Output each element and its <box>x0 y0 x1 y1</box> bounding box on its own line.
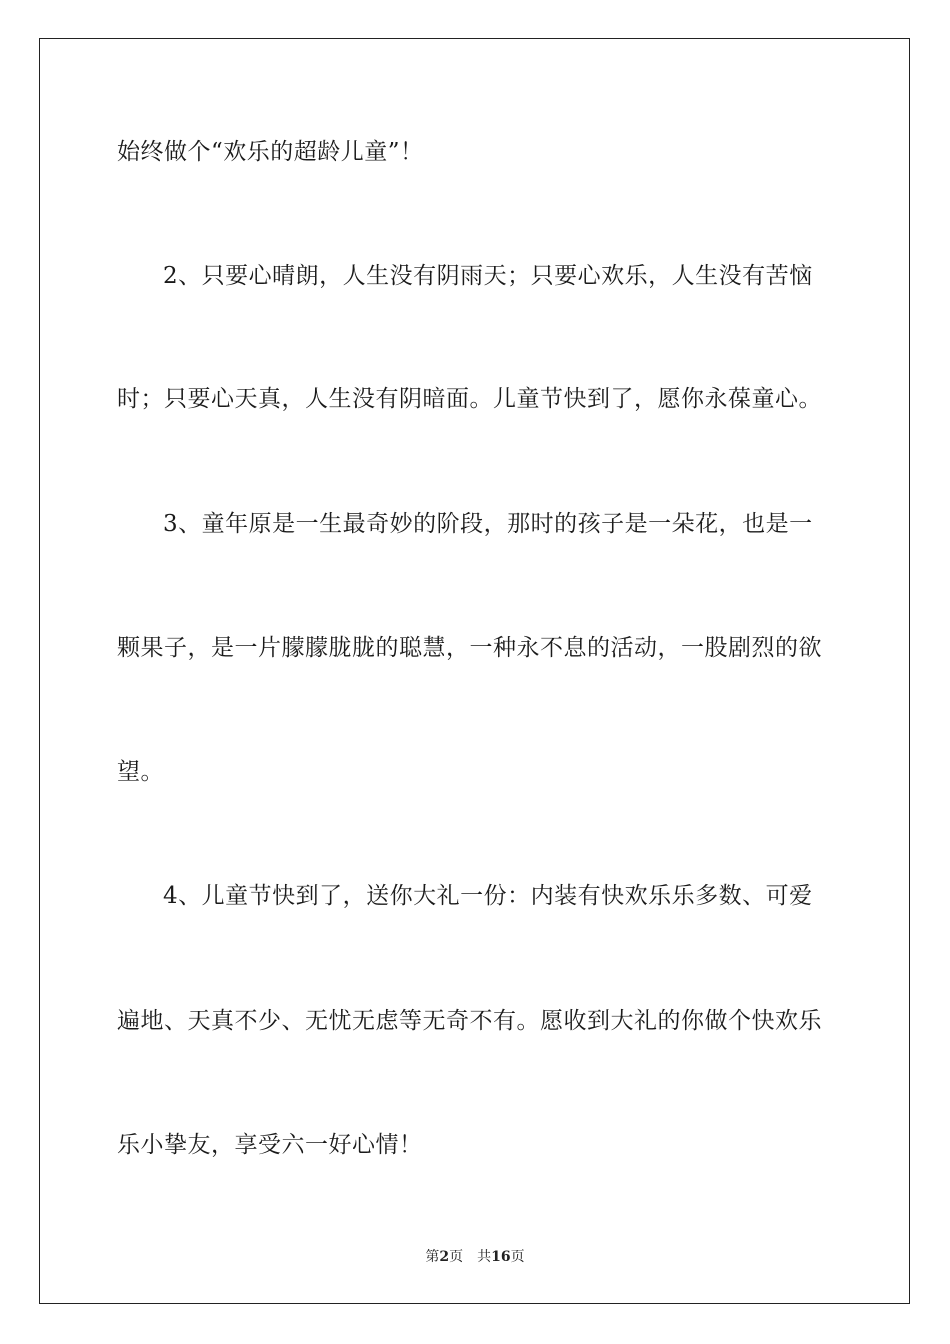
text-line-6: 望。 <box>117 759 164 785</box>
text-line-7: 4、儿童节快到了，送你大礼一份：内装有快欢乐乐多数、可爱 <box>163 883 813 909</box>
footer-page-number: 2 <box>439 1249 450 1265</box>
footer-total-number: 16 <box>491 1249 511 1265</box>
footer-page-prefix: 第 <box>425 1249 440 1265</box>
text-line-3: 时；只要心天真，人生没有阴暗面。儿童节快到了，愿你永葆童心。 <box>117 386 822 412</box>
text-line-9: 乐小挚友，享受六一好心情！ <box>117 1132 423 1158</box>
footer-total-prefix: 共 <box>477 1249 492 1265</box>
text-line-4: 3、童年原是一生最奇妙的阶段，那时的孩子是一朵花，也是一 <box>163 511 813 537</box>
text-line-1: 始终做个“欢乐的超龄儿童”！ <box>117 139 424 165</box>
page-border <box>39 38 910 1304</box>
text-line-8: 遍地、天真不少、无忧无虑等无奇不有。愿收到大礼的你做个快欢乐 <box>117 1008 822 1034</box>
text-line-2: 2、只要心晴朗，人生没有阴雨天；只要心欢乐，人生没有苦恼 <box>163 263 813 289</box>
page-footer <box>0 1247 950 1267</box>
footer-total-suffix: 页 <box>510 1249 525 1265</box>
text-line-5: 颗果子，是一片朦朦胧胧的聪慧，一种永不息的活动，一股剧烈的欲 <box>117 635 822 661</box>
footer-page-suffix: 页 <box>449 1249 464 1265</box>
